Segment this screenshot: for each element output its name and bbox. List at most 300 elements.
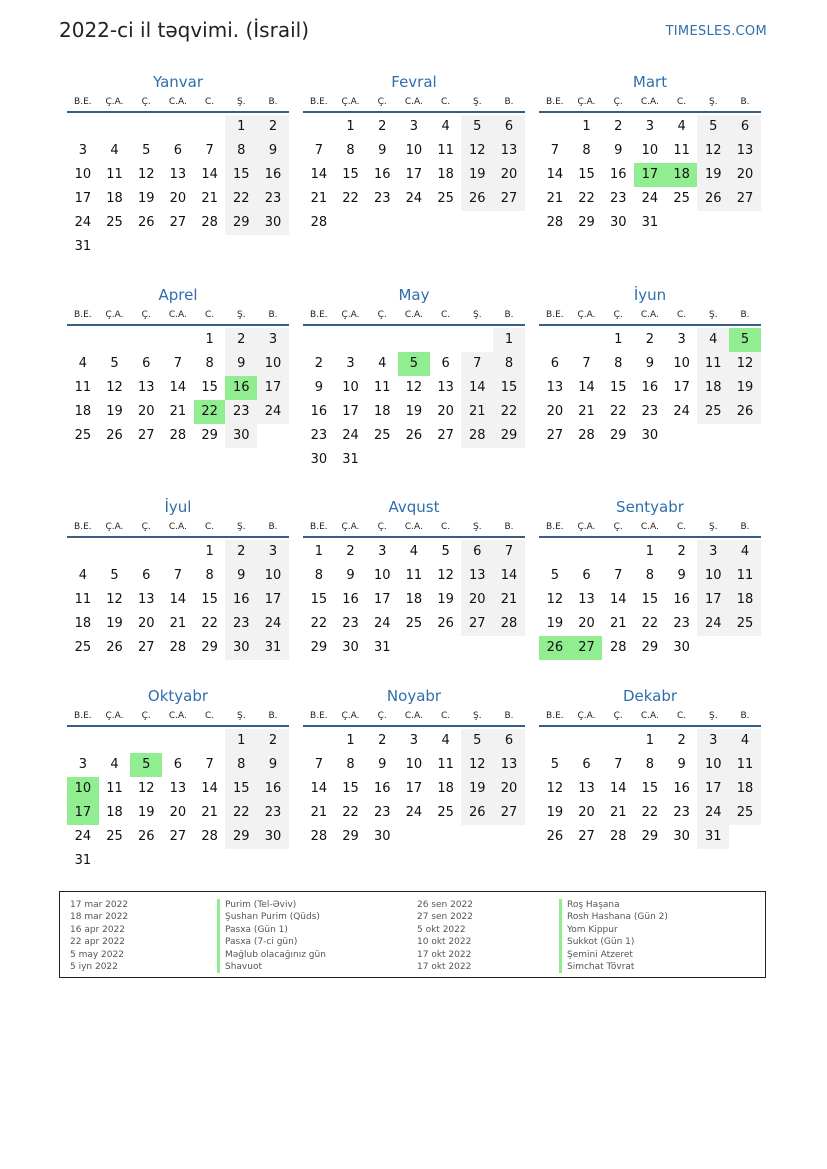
weekday-label: C. (205, 97, 215, 107)
day-cell: 18 (106, 805, 123, 820)
weekday-label: C.A. (168, 97, 187, 107)
day-cell: 1 (205, 332, 214, 347)
day-cell: 18 (405, 592, 423, 607)
weekday-header (67, 710, 289, 727)
day-cell: 11 (729, 564, 761, 588)
day-cell: 18 (697, 376, 729, 400)
day-cell: 13 (578, 592, 595, 607)
weekday-label: Ç. (377, 522, 387, 532)
day-cell: 29 (609, 428, 627, 443)
day-cell: 18 (74, 404, 92, 419)
day-cell: 29 (201, 640, 218, 655)
day-cell: 19 (437, 592, 454, 607)
day-cell: 24 (74, 829, 92, 844)
day-cell: 27 (169, 829, 187, 844)
weekday-label: C. (205, 310, 215, 320)
day-cell: 19 (697, 163, 729, 187)
weekday-label: Ç. (141, 97, 151, 107)
day-cell: 12 (106, 592, 123, 607)
day-cell: 17 (257, 588, 289, 612)
day-cell: 22 (641, 805, 659, 820)
day-cell: 11 (106, 167, 123, 182)
day-cell: 19 (405, 404, 423, 419)
day-cell: 7 (614, 568, 623, 583)
day-cell: 8 (314, 568, 323, 583)
weekday-header (539, 521, 761, 538)
day-cell: 5 (441, 544, 450, 559)
empty-cell (539, 540, 571, 564)
day-cell: 12 (697, 139, 729, 163)
day-cell: 16 (609, 167, 627, 182)
day-cell: 25 (437, 191, 454, 206)
weekday-label: B. (504, 97, 514, 107)
day-cell: 2 (677, 544, 686, 559)
day-cell: 17 (697, 777, 729, 801)
weekday-label: Ş. (708, 522, 718, 532)
day-cell: 4 (409, 544, 419, 559)
day-grid (539, 540, 761, 660)
day-cell: 31 (74, 853, 92, 868)
day-cell: 21 (169, 404, 187, 419)
day-cell: 19 (461, 163, 493, 187)
day-cell: 30 (257, 211, 289, 235)
day-grid (303, 328, 525, 472)
day-cell: 27 (493, 187, 525, 211)
weekday-label: C.A. (404, 711, 423, 721)
weekday-label: Ç.A. (105, 97, 124, 107)
weekday-label: B.E. (74, 310, 92, 320)
day-cell: 6 (142, 356, 151, 371)
day-cell: 13 (461, 564, 493, 588)
day-cell: 7 (205, 757, 214, 772)
day-cell: 4 (110, 143, 119, 158)
day-cell: 17 (697, 588, 729, 612)
legend-date: 16 apr 2022 (70, 924, 126, 935)
day-cell: 10 (697, 564, 729, 588)
day-cell: 29 (578, 215, 595, 230)
weekday-label: Ç.A. (577, 711, 596, 721)
day-grid (539, 729, 761, 849)
weekday-label: C.A. (640, 310, 659, 320)
day-cell: 1 (645, 733, 655, 748)
day-cell: 16 (257, 777, 289, 801)
day-cell: 9 (378, 143, 387, 158)
weekday-label: B. (740, 310, 750, 320)
day-cell: 26 (729, 400, 761, 424)
day-cell: 20 (729, 163, 761, 187)
day-cell: 25 (729, 612, 761, 636)
legend-date: 18 mar 2022 (70, 912, 129, 923)
day-cell: 16 (225, 588, 257, 612)
weekday-label: Ç. (141, 522, 151, 532)
day-cell: 3 (697, 729, 729, 753)
day-cell: 1 (645, 544, 655, 559)
weekday-header (303, 309, 525, 326)
day-cell: 11 (437, 143, 454, 158)
day-cell: 6 (729, 115, 761, 139)
month-name: Mart (632, 73, 668, 91)
day-cell: 7 (550, 143, 559, 158)
day-cell: 17 (67, 801, 99, 825)
day-cell: 23 (225, 612, 257, 636)
day-cell: 29 (641, 640, 659, 655)
day-cell: 12 (546, 592, 564, 607)
day-cell: 24 (257, 612, 289, 636)
day-cell: 4 (677, 119, 686, 134)
day-cell: 24 (342, 428, 359, 443)
day-cell: 8 (614, 356, 623, 371)
day-cell: 19 (106, 616, 123, 631)
day-cell: 30 (257, 825, 289, 849)
day-cell: 23 (609, 191, 627, 206)
legend-holiday: Yom Kippur (559, 924, 668, 936)
weekday-label: B.E. (546, 97, 564, 107)
day-cell: 27 (137, 428, 155, 443)
day-grid (539, 115, 761, 235)
day-grid (67, 328, 289, 448)
month-block (67, 285, 289, 448)
day-cell: 15 (310, 592, 328, 607)
day-cell: 1 (205, 544, 214, 559)
day-cell: 3 (346, 356, 355, 371)
legend-holiday: Şushan Purim (Qüds) (217, 911, 326, 923)
day-cell: 4 (697, 328, 729, 352)
day-cell: 16 (641, 380, 659, 395)
day-cell: 4 (441, 733, 450, 748)
weekday-label: Ç. (613, 522, 623, 532)
empty-cell (303, 328, 335, 352)
day-cell: 21 (461, 400, 493, 424)
day-cell: 18 (437, 167, 454, 182)
day-cell: 6 (582, 757, 591, 772)
day-cell: 1 (225, 115, 257, 139)
day-cell: 23 (257, 187, 289, 211)
month-block (303, 72, 525, 235)
day-cell: 26 (137, 829, 155, 844)
day-cell: 13 (169, 167, 187, 182)
month-name: Oktyabr (147, 687, 209, 705)
empty-cell (99, 328, 131, 352)
day-cell: 31 (74, 239, 92, 254)
legend-holiday: Shavuot (217, 961, 326, 973)
day-cell: 17 (405, 167, 423, 182)
day-cell: 15 (578, 167, 595, 182)
day-cell: 26 (106, 640, 123, 655)
day-cell: 4 (78, 356, 87, 371)
day-cell: 6 (582, 568, 591, 583)
day-cell: 10 (74, 167, 92, 182)
weekday-label: B. (504, 310, 514, 320)
day-cell: 2 (378, 119, 387, 134)
day-cell: 3 (409, 733, 419, 748)
empty-cell (130, 115, 162, 139)
weekday-label: B. (268, 97, 278, 107)
weekday-label: B.E. (310, 522, 328, 532)
day-cell: 12 (137, 167, 155, 182)
weekday-label: Ç.A. (105, 310, 124, 320)
weekday-label: Ç. (613, 310, 623, 320)
weekday-label: B.E. (310, 711, 328, 721)
day-cell: 26 (137, 215, 155, 230)
day-cell: 30 (373, 829, 391, 844)
day-cell: 4 (78, 568, 87, 583)
day-cell: 20 (169, 805, 187, 820)
weekday-label: Ç.A. (577, 310, 596, 320)
weekday-label: C.A. (640, 711, 659, 721)
day-cell: 25 (106, 215, 123, 230)
day-cell: 20 (493, 163, 525, 187)
day-cell: 8 (346, 143, 355, 158)
day-cell: 22 (493, 400, 525, 424)
day-cell: 5 (110, 356, 119, 371)
day-cell: 13 (729, 139, 761, 163)
day-cell: 19 (729, 376, 761, 400)
day-cell: 10 (405, 143, 423, 158)
weekday-label: B. (740, 711, 750, 721)
day-cell: 28 (201, 829, 218, 844)
day-cell: 4 (110, 757, 119, 772)
weekday-header (303, 521, 525, 538)
weekday-label: C. (677, 310, 687, 320)
day-cell: 14 (310, 167, 328, 182)
day-cell: 21 (201, 191, 218, 206)
day-cell: 2 (257, 115, 289, 139)
day-cell: 24 (373, 616, 391, 631)
month-block (539, 285, 761, 448)
month-block (539, 72, 761, 235)
day-cell: 19 (106, 404, 123, 419)
empty-cell (602, 729, 634, 753)
day-cell: 5 (550, 757, 559, 772)
day-cell: 13 (437, 380, 454, 395)
day-cell: 26 (697, 187, 729, 211)
empty-cell (602, 540, 634, 564)
empty-cell (194, 729, 226, 753)
day-cell: 12 (729, 352, 761, 376)
day-cell: 27 (461, 612, 493, 636)
day-cell: 21 (609, 805, 627, 820)
day-cell: 23 (310, 428, 328, 443)
day-cell: 2 (378, 733, 387, 748)
day-cell: 16 (673, 781, 690, 796)
day-cell: 16 (342, 592, 359, 607)
day-cell: 18 (729, 777, 761, 801)
day-cell: 11 (74, 592, 92, 607)
empty-cell (539, 115, 571, 139)
day-cell: 9 (677, 568, 686, 583)
day-cell: 24 (697, 801, 729, 825)
day-cell: 16 (257, 163, 289, 187)
weekday-label: C.A. (640, 522, 659, 532)
legend-date: 27 sen 2022 (417, 912, 474, 923)
weekday-label: B. (268, 310, 278, 320)
day-cell: 15 (225, 777, 257, 801)
day-cell: 22 (609, 404, 627, 419)
day-cell: 18 (106, 191, 123, 206)
day-cell: 11 (729, 753, 761, 777)
day-cell: 20 (137, 616, 155, 631)
weekday-label: B.E. (74, 522, 92, 532)
day-cell: 24 (257, 400, 289, 424)
weekday-label: B.E. (546, 522, 564, 532)
day-cell: 21 (201, 805, 218, 820)
day-cell: 24 (641, 191, 659, 206)
empty-cell (67, 540, 99, 564)
day-cell: 10 (342, 380, 359, 395)
day-cell: 7 (173, 568, 183, 583)
day-cell: 3 (257, 540, 289, 564)
day-cell: 10 (257, 352, 289, 376)
day-cell: 7 (614, 757, 623, 772)
day-cell: 4 (729, 540, 761, 564)
legend-names-left (217, 899, 326, 973)
day-cell: 31 (257, 636, 289, 660)
weekday-header (539, 96, 761, 113)
day-cell: 9 (645, 356, 655, 371)
empty-cell (67, 115, 99, 139)
legend-date: 5 okt 2022 (417, 924, 466, 935)
day-cell: 9 (378, 757, 387, 772)
day-cell: 7 (314, 143, 323, 158)
day-cell: 24 (405, 805, 423, 820)
day-cell: 25 (74, 640, 92, 655)
day-cell: 1 (582, 119, 591, 134)
legend-date: 10 okt 2022 (417, 937, 472, 948)
empty-cell (571, 328, 603, 352)
day-cell: 11 (697, 352, 729, 376)
day-cell: 18 (437, 781, 454, 796)
day-cell: 18 (373, 404, 391, 419)
day-cell: 26 (461, 801, 493, 825)
weekday-label: C. (441, 97, 451, 107)
weekday-label: B.E. (74, 97, 92, 107)
month-block (303, 497, 525, 660)
empty-cell (398, 328, 430, 352)
day-cell: 28 (461, 424, 493, 448)
day-cell: 29 (641, 829, 659, 844)
weekday-label: Ş. (708, 711, 718, 721)
day-cell: 22 (578, 191, 595, 206)
day-cell: 31 (373, 640, 391, 655)
day-cell: 14 (201, 781, 218, 796)
day-cell: 28 (169, 428, 187, 443)
month-block (539, 497, 761, 660)
day-cell: 20 (461, 588, 493, 612)
day-cell: 12 (461, 753, 493, 777)
empty-cell (335, 328, 367, 352)
day-cell: 31 (697, 825, 729, 849)
day-cell: 15 (641, 781, 659, 796)
day-cell: 7 (493, 540, 525, 564)
day-cell: 20 (578, 805, 595, 820)
day-cell: 23 (673, 616, 690, 631)
day-cell: 29 (310, 640, 328, 655)
weekday-label: Ş. (472, 522, 482, 532)
day-cell: 13 (493, 139, 525, 163)
day-cell: 1 (493, 328, 525, 352)
day-grid (67, 540, 289, 660)
day-cell: 5 (130, 753, 162, 777)
day-cell: 25 (106, 829, 123, 844)
day-cell: 12 (546, 781, 564, 796)
day-cell: 28 (609, 829, 627, 844)
day-cell: 27 (493, 801, 525, 825)
weekday-label: C.A. (404, 522, 423, 532)
weekday-header (539, 309, 761, 326)
day-cell: 20 (169, 191, 187, 206)
weekday-label: Ç. (141, 711, 151, 721)
empty-cell (130, 540, 162, 564)
day-cell: 16 (310, 404, 328, 419)
day-cell: 28 (310, 215, 328, 230)
weekday-label: Ş. (472, 711, 482, 721)
day-cell: 3 (257, 328, 289, 352)
day-cell: 26 (437, 616, 454, 631)
day-cell: 23 (257, 801, 289, 825)
day-cell: 6 (441, 356, 450, 371)
day-cell: 15 (641, 592, 659, 607)
day-cell: 8 (493, 352, 525, 376)
day-cell: 2 (614, 119, 623, 134)
day-cell: 20 (546, 404, 564, 419)
legend-date: 22 apr 2022 (70, 937, 126, 948)
day-cell: 23 (225, 400, 257, 424)
day-cell: 11 (74, 380, 92, 395)
empty-cell (99, 115, 131, 139)
day-cell: 2 (314, 356, 323, 371)
day-cell: 12 (106, 380, 123, 395)
day-cell: 17 (634, 163, 666, 187)
day-cell: 1 (346, 733, 355, 748)
day-cell: 3 (78, 757, 87, 772)
day-cell: 23 (373, 805, 391, 820)
day-cell: 29 (342, 829, 359, 844)
legend-date: 26 sen 2022 (417, 900, 474, 910)
empty-cell (571, 540, 603, 564)
day-cell: 23 (373, 191, 391, 206)
day-cell: 19 (137, 805, 155, 820)
day-grid (303, 540, 525, 660)
day-cell: 6 (173, 143, 183, 158)
weekday-label: Ç. (377, 711, 387, 721)
month-block (67, 497, 289, 660)
brand-link[interactable]: TIMESLES.COM (665, 24, 767, 39)
empty-cell (162, 540, 194, 564)
day-cell: 9 (677, 757, 686, 772)
day-cell: 9 (314, 380, 323, 395)
day-cell: 16 (225, 376, 257, 400)
day-cell: 7 (582, 356, 591, 371)
weekday-label: Ç.A. (105, 522, 124, 532)
day-cell: 28 (310, 829, 328, 844)
day-cell: 30 (310, 452, 328, 467)
month-block (67, 686, 289, 873)
day-cell: 7 (461, 352, 493, 376)
day-cell: 17 (342, 404, 359, 419)
weekday-header (67, 309, 289, 326)
day-cell: 6 (493, 115, 525, 139)
weekday-label: C.A. (168, 310, 187, 320)
day-cell: 3 (677, 332, 686, 347)
day-grid (303, 115, 525, 235)
day-cell: 22 (225, 801, 257, 825)
month-name: Aprel (158, 286, 198, 304)
day-cell: 24 (74, 215, 92, 230)
day-cell: 1 (614, 332, 623, 347)
day-cell: 10 (673, 356, 690, 371)
weekday-label: Ç.A. (341, 97, 360, 107)
day-cell: 27 (578, 829, 595, 844)
